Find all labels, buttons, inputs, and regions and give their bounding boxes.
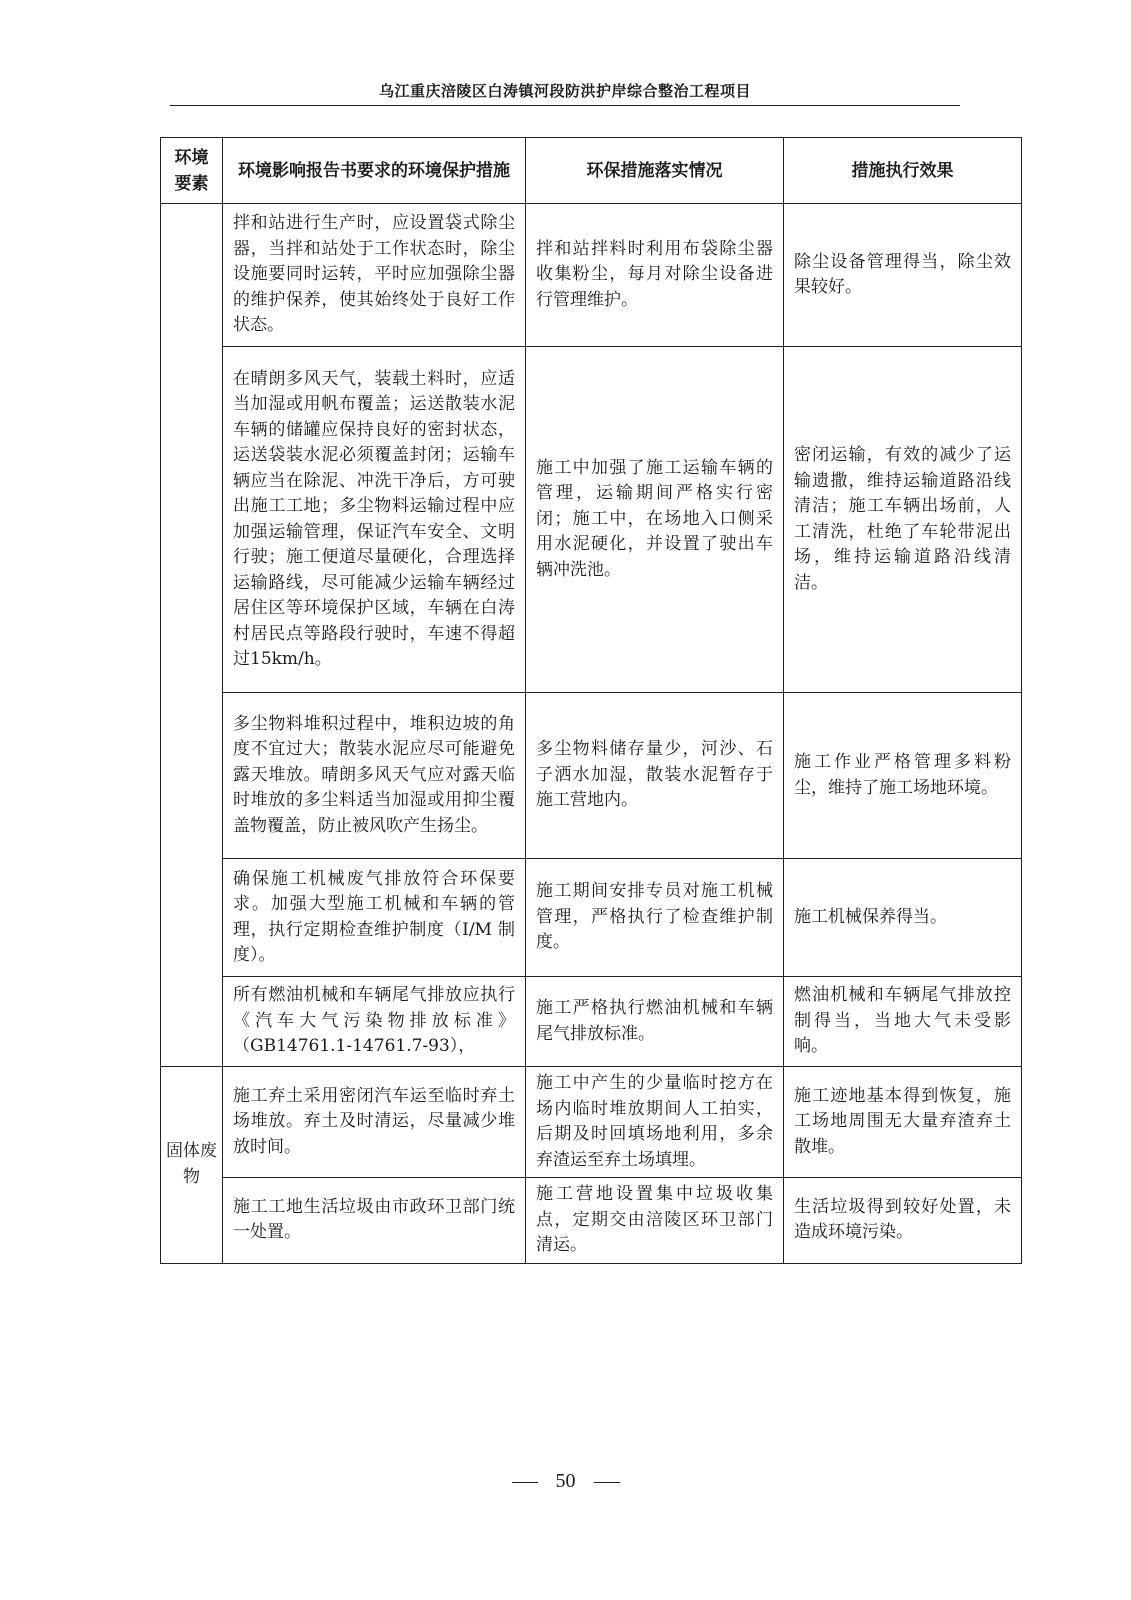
footer-dash-left bbox=[512, 1482, 538, 1483]
implementation-cell: 施工期间安排专员对施工机械管理，严格执行了检查维护制度。 bbox=[526, 859, 784, 977]
effect-cell: 施工机械保养得当。 bbox=[784, 859, 1022, 977]
table-row bbox=[161, 693, 1022, 859]
effect-cell: 生活垃圾得到较好处置，未造成环境污染。 bbox=[784, 1178, 1022, 1264]
header-implementation-status: 环保措施落实情况 bbox=[526, 138, 784, 204]
implementation-cell: 多尘物料储存量少，河沙、石子洒水加湿，散装水泥暂存于施工营地内。 bbox=[526, 693, 784, 859]
table-row bbox=[161, 977, 1022, 1067]
effect-cell: 施工作业严格管理多料粉尘，维持了施工场地环境。 bbox=[784, 693, 1022, 859]
requirement-cell: 施工工地生活垃圾由市政环卫部门统一处置。 bbox=[223, 1178, 526, 1264]
requirement-cell: 所有燃油机械和车辆尾气排放应执行《汽车大气污染物排放标准》（GB14761.1-14761.7-93）， bbox=[223, 977, 526, 1067]
implementation-cell: 施工中加强了施工运输车辆的管理，运输期间严格实行密闭；施工中，在场地入口侧采用水泥硬化，并设置了驶出车辆冲洗池。 bbox=[526, 347, 784, 693]
page-footer bbox=[0, 1470, 1131, 1493]
page-number: 50 bbox=[555, 1470, 576, 1492]
requirement-cell: 在晴朗多风天气，装载土料时，应适当加湿或用帆布覆盖；运送散装水泥车辆的储罐应保持良好的密封状态，运送袋装水泥必须覆盖封闭；运输车辆应当在除泥、冲洗干净后，方可驶出施工工地；多尘物料运输过程中应加强运输管理，保证汽车安全、文明行驶；施工便道尽量硬化，合理选择运输路线，尽可能减少运输车辆经过居住区等环境保护区域，车辆在白涛村居民点等路段行驶时，车速不得超过15km/h。 bbox=[223, 347, 526, 693]
requirement-cell: 拌和站进行生产时，应设置袋式除尘器，当拌和站处于工作状态时，除尘设施要同时运转，平时应加强除尘器的维护保养，使其始终处于良好工作状态。 bbox=[223, 204, 526, 347]
table-row bbox=[161, 347, 1022, 693]
category-cell bbox=[161, 204, 223, 1067]
implementation-cell: 施工中产生的少量临时挖方在场内临时堆放期间人工拍实，后期及时回填场地利用，多余弃渣运至弃土场填埋。 bbox=[526, 1067, 784, 1178]
requirement-cell: 施工弃土采用密闭汽车运至临时弃土场堆放。弃土及时清运，尽量减少堆放时间。 bbox=[223, 1067, 526, 1178]
header-divider bbox=[170, 105, 960, 106]
footer-dash-right bbox=[594, 1482, 620, 1483]
header-required-measures: 环境影响报告书要求的环境保护措施 bbox=[223, 138, 526, 204]
effect-cell: 密闭运输，有效的减少了运输遗撒，维持运输道路沿线清洁；施工车辆出场前，人工清洗，杜绝了车轮带泥出场，维持运输道路沿线清洁。 bbox=[784, 347, 1022, 693]
effect-cell: 除尘设备管理得当，除尘效果较好。 bbox=[784, 204, 1022, 347]
requirement-cell: 确保施工机械废气排放符合环保要求。加强大型施工机械和车辆的管理，执行定期检查维护制度（I/M 制度）。 bbox=[223, 859, 526, 977]
environmental-measures-table bbox=[160, 137, 1022, 1264]
header-execution-effect: 措施执行效果 bbox=[784, 138, 1022, 204]
table-row bbox=[161, 204, 1022, 347]
table-row bbox=[161, 1178, 1022, 1264]
effect-cell: 燃油机械和车辆尾气排放控制得当，当地大气未受影响。 bbox=[784, 977, 1022, 1067]
requirement-cell: 多尘物料堆积过程中，堆积边坡的角度不宜过大；散装水泥应尽可能避免露天堆放。晴朗多风天气应对露天临时堆放的多尘料适当加湿或用抑尘覆盖物覆盖，防止被风吹产生扬尘。 bbox=[223, 693, 526, 859]
table-row bbox=[161, 859, 1022, 977]
category-cell: 固体废物 bbox=[161, 1067, 223, 1264]
document-header-title: 乌江重庆涪陵区白涛镇河段防洪护岸综合整治工程项目 bbox=[378, 82, 751, 100]
implementation-cell: 拌和站拌料时利用布袋除尘器收集粉尘，每月对除尘设备进行管理维护。 bbox=[526, 204, 784, 347]
table-row bbox=[161, 1067, 1022, 1178]
table-header-row bbox=[161, 138, 1022, 204]
implementation-cell: 施工营地设置集中垃圾收集点，定期交由涪陵区环卫部门清运。 bbox=[526, 1178, 784, 1264]
effect-cell: 施工迹地基本得到恢复，施工场地周围无大量弃渣弃土散堆。 bbox=[784, 1067, 1022, 1178]
header-environment-element: 环境要素 bbox=[161, 138, 223, 204]
implementation-cell: 施工严格执行燃油机械和车辆尾气排放标准。 bbox=[526, 977, 784, 1067]
